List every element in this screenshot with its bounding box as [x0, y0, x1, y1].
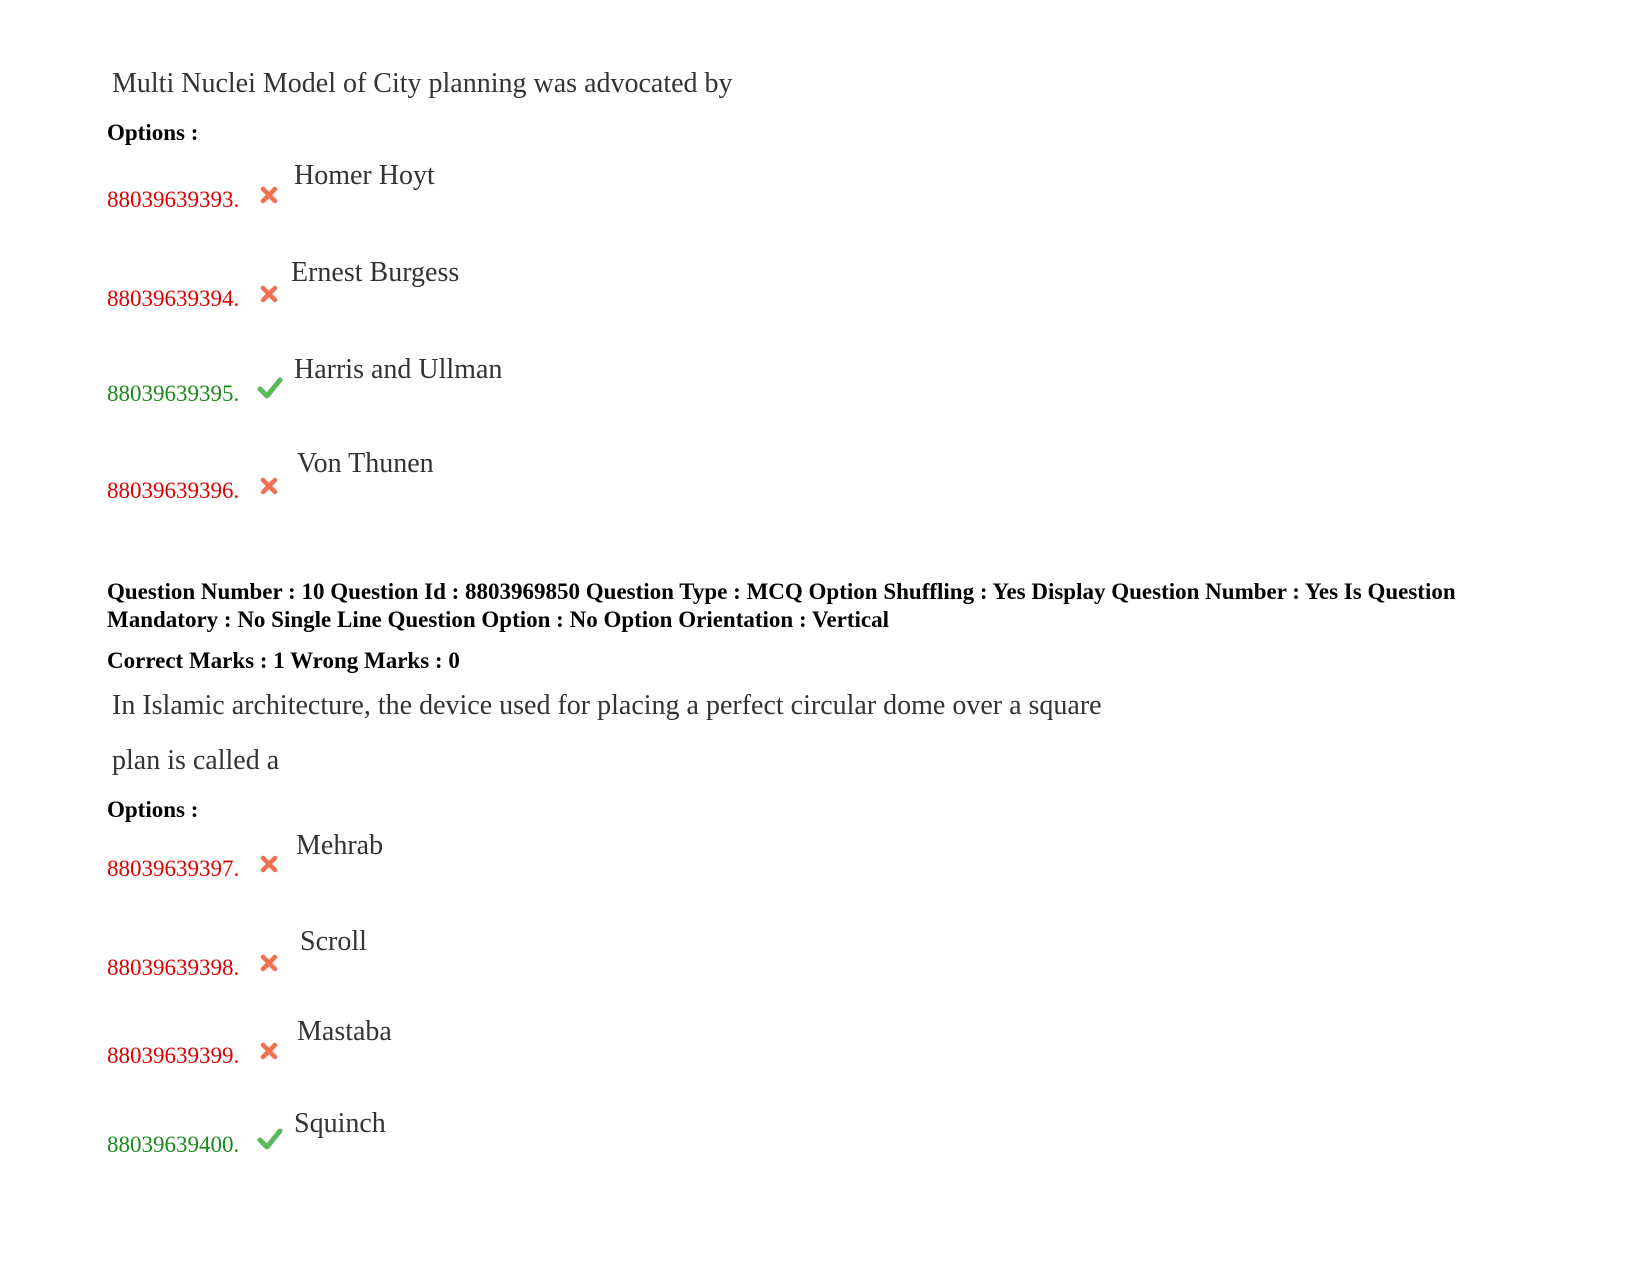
- cross-icon: [258, 475, 280, 497]
- option-id: 88039639400.: [107, 1132, 240, 1157]
- question-10-options-label: Options :: [107, 797, 199, 822]
- option-id: 88039639399.: [107, 1043, 240, 1068]
- option-id: 88039639397.: [107, 856, 240, 881]
- option-text[interactable]: Mehrab: [296, 830, 384, 861]
- option-id: 88039639395.: [107, 381, 240, 406]
- cross-icon: [258, 184, 280, 206]
- option-id: 88039639393.: [107, 187, 240, 212]
- option-text[interactable]: Squinch: [294, 1108, 386, 1139]
- option-id: 88039639396.: [107, 478, 240, 503]
- option-id: 88039639398.: [107, 955, 240, 980]
- question-10-marks: Correct Marks : 1 Wrong Marks : 0: [107, 648, 460, 673]
- option-text[interactable]: Mastaba: [297, 1016, 392, 1047]
- option-text[interactable]: Harris and Ullman: [294, 354, 503, 385]
- question-10-text-line2: plan is called a: [112, 745, 280, 776]
- option-text[interactable]: Ernest Burgess: [291, 257, 460, 288]
- cross-icon: [258, 1040, 280, 1062]
- option-text[interactable]: Homer Hoyt: [294, 160, 435, 191]
- cross-icon: [258, 283, 280, 305]
- question-9-options-label: Options :: [107, 120, 199, 145]
- option-text[interactable]: Scroll: [300, 926, 367, 957]
- option-id: 88039639394.: [107, 286, 240, 311]
- question-10-meta: Question Number : 10 Question Id : 8803969850 Question Type : MCQ Option Shuffling : Yes Display Question Number : Yes Is Question Mandatory : No Single Line Question Option : No Option Orientation : Vertical: [107, 579, 1456, 632]
- cross-icon: [258, 853, 280, 875]
- check-icon: [257, 376, 283, 400]
- question-10-text-line1: In Islamic architecture, the device used for placing a perfect circular dome over a square: [112, 690, 1102, 721]
- option-text[interactable]: Von Thunen: [297, 448, 434, 479]
- check-icon: [257, 1127, 283, 1151]
- question-9-text: Multi Nuclei Model of City planning was advocated by: [112, 68, 733, 99]
- cross-icon: [258, 952, 280, 974]
